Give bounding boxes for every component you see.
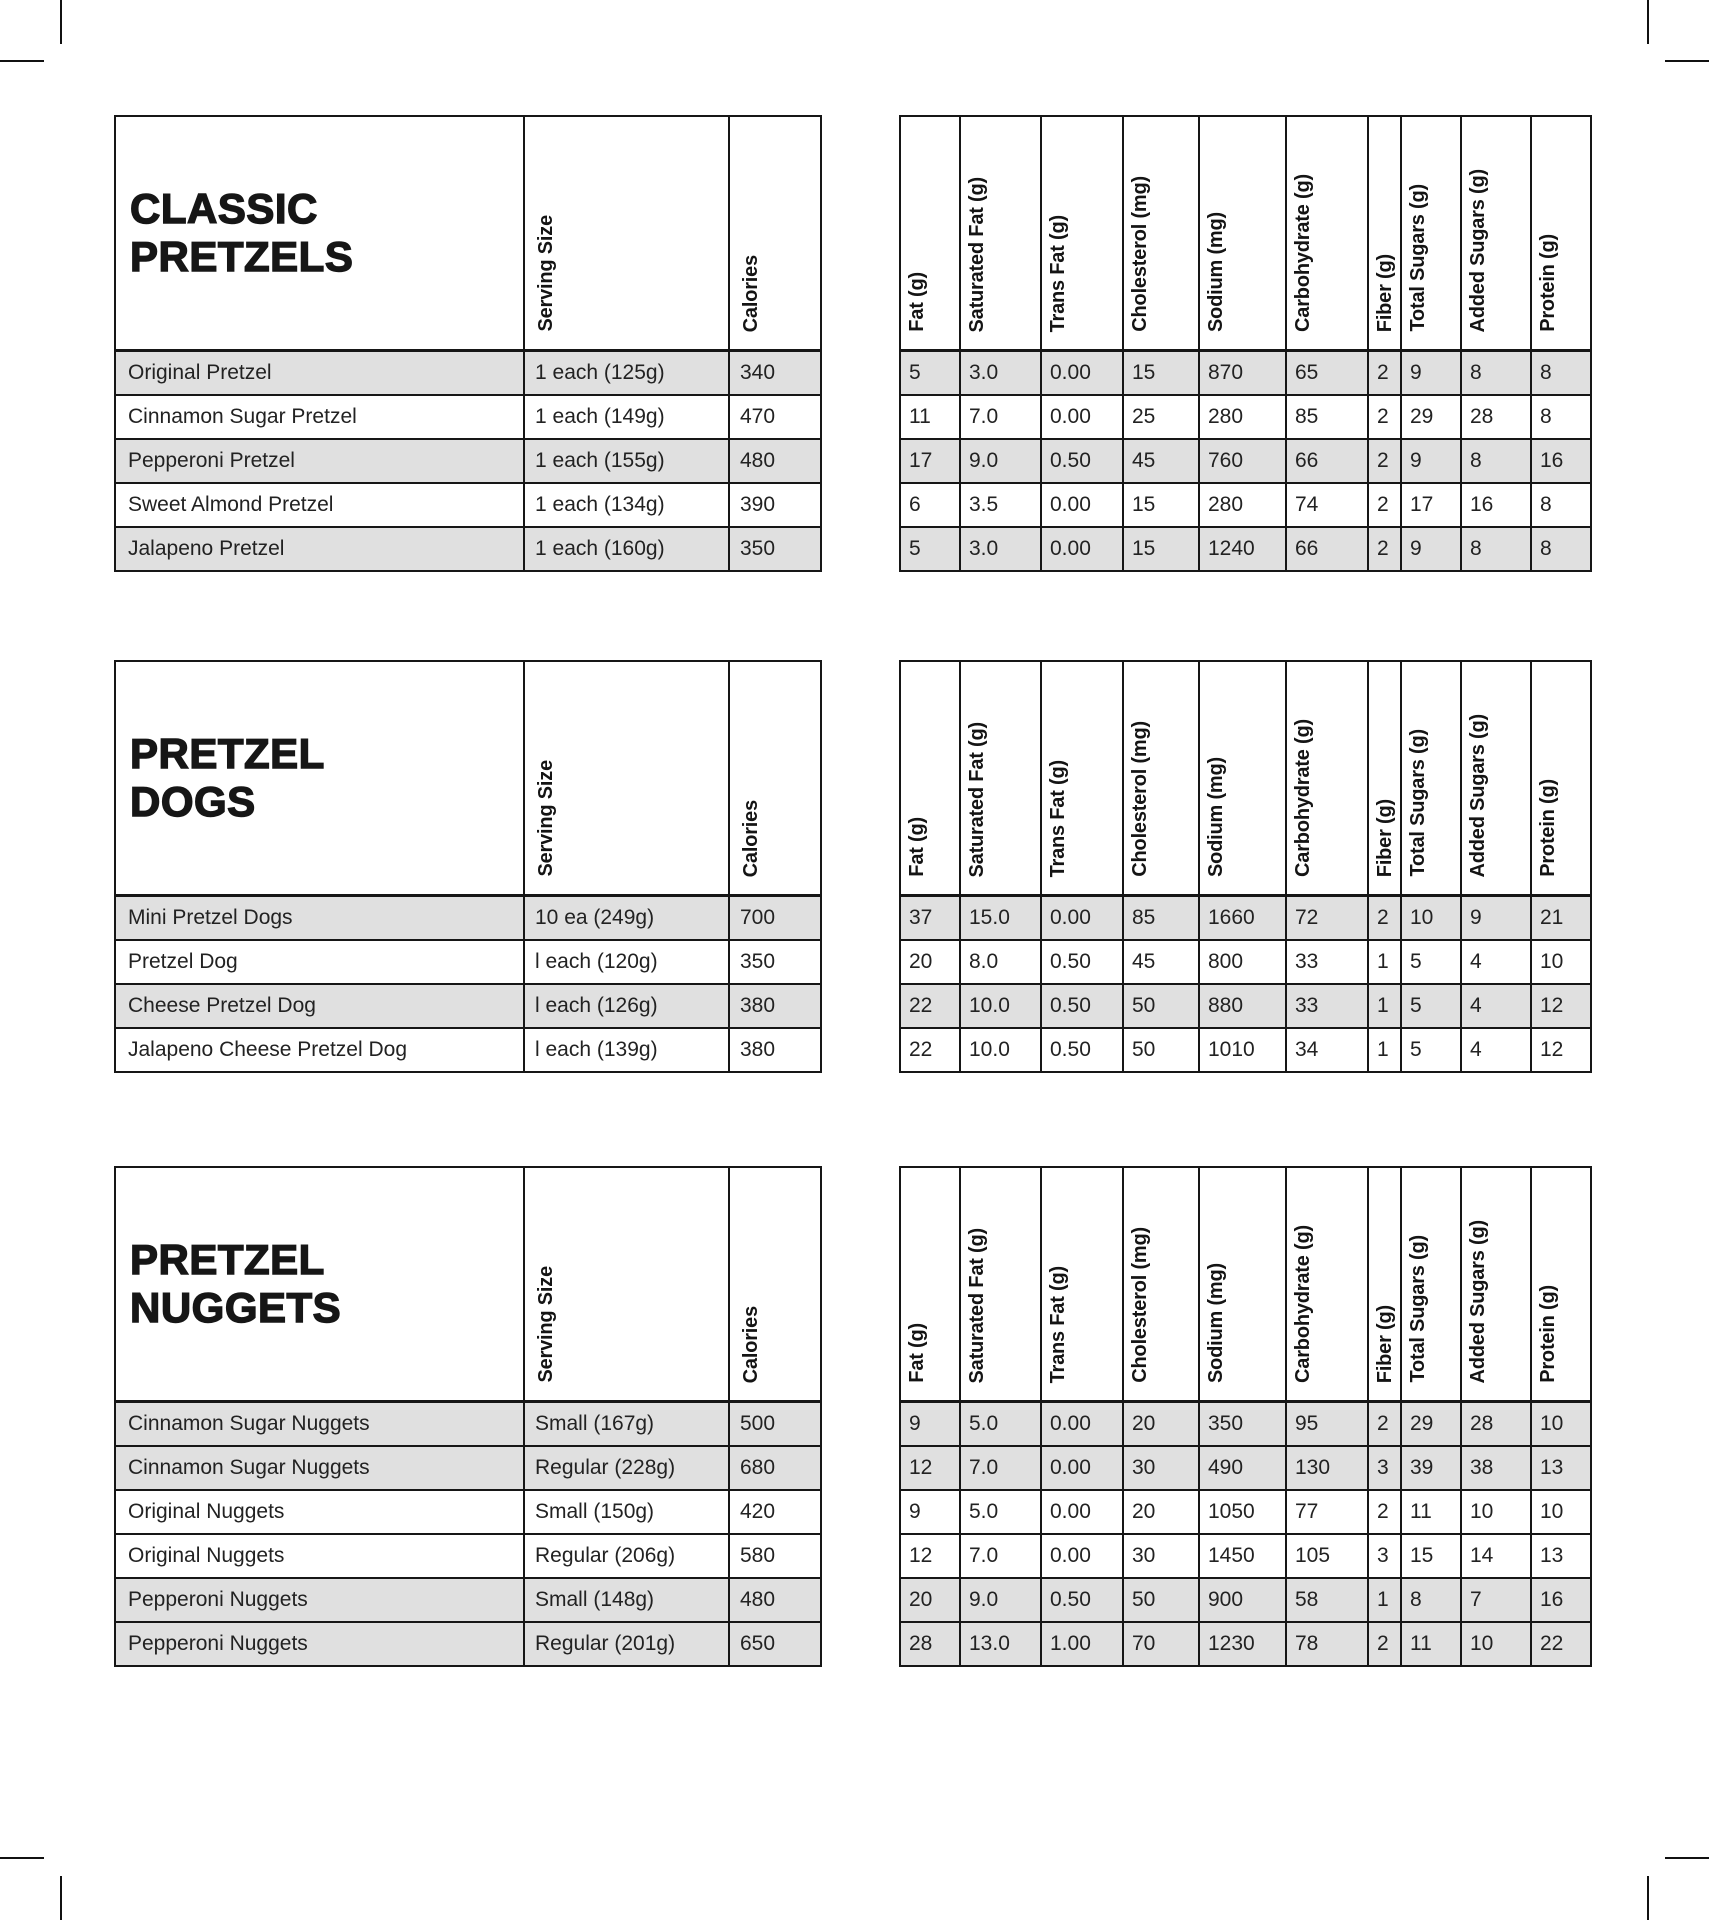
trans-fat-column-header: Trans Fat (g) [1041, 1167, 1123, 1402]
added-sugars-value-cell: 8 [1461, 527, 1531, 571]
calories-column-header: Calories [729, 661, 821, 896]
added-sugars-value-cell: 4 [1461, 940, 1531, 984]
calories-column-header: Calories [729, 116, 821, 351]
total-sugars-value-cell: 8 [1401, 1578, 1461, 1622]
table-row [900, 1622, 1591, 1666]
table-row [115, 1446, 821, 1490]
crop-mark [1647, 1876, 1649, 1920]
saturated-fat-value-cell: 3.5 [960, 483, 1041, 527]
serving-size-cell: Regular (206g) [524, 1534, 729, 1578]
table-row [900, 940, 1591, 984]
sodium-value-cell: 880 [1199, 984, 1286, 1028]
serving-size-cell: 10 ea (249g) [524, 896, 729, 940]
protein-value-cell: 8 [1531, 351, 1591, 395]
items-table [114, 660, 822, 1073]
table-row [900, 1402, 1591, 1446]
fat-column-header: Fat (g) [900, 116, 960, 351]
item-name-cell: Cheese Pretzel Dog [115, 984, 524, 1028]
fiber-value-cell: 2 [1368, 1402, 1401, 1446]
calories-cell: 390 [729, 483, 821, 527]
table-row [115, 395, 821, 439]
fat-column-header: Fat (g) [900, 661, 960, 896]
sodium-value-cell: 1050 [1199, 1490, 1286, 1534]
crop-mark [60, 1876, 62, 1920]
protein-value-cell: 16 [1531, 1578, 1591, 1622]
total-sugars-value-cell: 9 [1401, 527, 1461, 571]
saturated-fat-value-cell: 7.0 [960, 1534, 1041, 1578]
table-row [900, 439, 1591, 483]
sodium-column-header: Sodium (mg) [1199, 1167, 1286, 1402]
serving-size-cell: Small (167g) [524, 1402, 729, 1446]
trans-fat-column-header: Trans Fat (g) [1041, 661, 1123, 896]
total-sugars-value-cell: 17 [1401, 483, 1461, 527]
sodium-value-cell: 800 [1199, 940, 1286, 984]
fat-value-cell: 6 [900, 483, 960, 527]
fat-value-cell: 11 [900, 395, 960, 439]
total-sugars-value-cell: 29 [1401, 1402, 1461, 1446]
item-name-cell: Sweet Almond Pretzel [115, 483, 524, 527]
carbohydrate-value-cell: 130 [1286, 1446, 1368, 1490]
table-row [115, 351, 821, 395]
saturated-fat-column-header: Saturated Fat (g) [960, 661, 1041, 896]
fat-value-cell: 9 [900, 1490, 960, 1534]
cholesterol-column-header: Cholesterol (mg) [1123, 661, 1199, 896]
serving-size-cell: l each (126g) [524, 984, 729, 1028]
added-sugars-value-cell: 7 [1461, 1578, 1531, 1622]
protein-value-cell: 22 [1531, 1622, 1591, 1666]
cholesterol-value-cell: 15 [1123, 527, 1199, 571]
trans-fat-value-cell: 0.00 [1041, 896, 1123, 940]
table-row [115, 1534, 821, 1578]
trans-fat-value-cell: 0.50 [1041, 439, 1123, 483]
fat-value-cell: 12 [900, 1446, 960, 1490]
calories-cell: 500 [729, 1402, 821, 1446]
calories-cell: 420 [729, 1490, 821, 1534]
fat-value-cell: 9 [900, 1402, 960, 1446]
saturated-fat-value-cell: 7.0 [960, 1446, 1041, 1490]
table-row [900, 483, 1591, 527]
trans-fat-value-cell: 0.00 [1041, 1534, 1123, 1578]
table-row [900, 1028, 1591, 1072]
section-title-cell [115, 116, 524, 351]
cholesterol-value-cell: 30 [1123, 1534, 1199, 1578]
fat-value-cell: 22 [900, 1028, 960, 1072]
table-row [115, 439, 821, 483]
cholesterol-value-cell: 25 [1123, 395, 1199, 439]
serving-size-cell: 1 each (149g) [524, 395, 729, 439]
protein-column-header: Protein (g) [1531, 661, 1591, 896]
header-row [115, 661, 821, 896]
item-name-cell: Jalapeno Cheese Pretzel Dog [115, 1028, 524, 1072]
total-sugars-value-cell: 11 [1401, 1622, 1461, 1666]
serving-size-cell: 1 each (155g) [524, 439, 729, 483]
carbohydrate-value-cell: 105 [1286, 1534, 1368, 1578]
sodium-column-header: Sodium (mg) [1199, 661, 1286, 896]
fiber-value-cell: 2 [1368, 395, 1401, 439]
fiber-value-cell: 2 [1368, 483, 1401, 527]
cholesterol-column-header: Cholesterol (mg) [1123, 1167, 1199, 1402]
item-name-cell: Cinnamon Sugar Nuggets [115, 1402, 524, 1446]
table-row [115, 896, 821, 940]
protein-value-cell: 8 [1531, 483, 1591, 527]
fat-value-cell: 22 [900, 984, 960, 1028]
total-sugars-column-header: Total Sugars (g) [1401, 116, 1461, 351]
calories-cell: 700 [729, 896, 821, 940]
sodium-value-cell: 1230 [1199, 1622, 1286, 1666]
carbohydrate-value-cell: 58 [1286, 1578, 1368, 1622]
table-row [900, 1578, 1591, 1622]
added-sugars-value-cell: 8 [1461, 439, 1531, 483]
trans-fat-value-cell: 0.00 [1041, 527, 1123, 571]
trans-fat-value-cell: 0.50 [1041, 984, 1123, 1028]
carbohydrate-column-header: Carbohydrate (g) [1286, 116, 1368, 351]
saturated-fat-value-cell: 9.0 [960, 439, 1041, 483]
table-row [900, 527, 1591, 571]
protein-value-cell: 10 [1531, 1402, 1591, 1446]
table-row [900, 896, 1591, 940]
trans-fat-value-cell: 0.50 [1041, 1578, 1123, 1622]
trans-fat-value-cell: 0.00 [1041, 1402, 1123, 1446]
added-sugars-value-cell: 28 [1461, 395, 1531, 439]
header-row [900, 661, 1591, 896]
trans-fat-value-cell: 0.50 [1041, 1028, 1123, 1072]
sodium-value-cell: 1450 [1199, 1534, 1286, 1578]
protein-value-cell: 10 [1531, 940, 1591, 984]
sodium-value-cell: 280 [1199, 395, 1286, 439]
cholesterol-value-cell: 70 [1123, 1622, 1199, 1666]
calories-cell: 680 [729, 1446, 821, 1490]
added-sugars-value-cell: 4 [1461, 1028, 1531, 1072]
table-row [115, 1622, 821, 1666]
cholesterol-value-cell: 50 [1123, 984, 1199, 1028]
saturated-fat-value-cell: 8.0 [960, 940, 1041, 984]
carbohydrate-value-cell: 74 [1286, 483, 1368, 527]
protein-value-cell: 8 [1531, 527, 1591, 571]
crop-mark [0, 1857, 44, 1859]
table-row [115, 984, 821, 1028]
calories-cell: 340 [729, 351, 821, 395]
total-sugars-value-cell: 5 [1401, 940, 1461, 984]
calories-cell: 380 [729, 1028, 821, 1072]
cholesterol-value-cell: 15 [1123, 351, 1199, 395]
crop-mark [1647, 0, 1649, 44]
fat-value-cell: 17 [900, 439, 960, 483]
fiber-value-cell: 1 [1368, 984, 1401, 1028]
items-table [114, 1166, 822, 1667]
table-row [900, 984, 1591, 1028]
trans-fat-value-cell: 0.00 [1041, 1490, 1123, 1534]
fiber-value-cell: 2 [1368, 527, 1401, 571]
protein-value-cell: 13 [1531, 1534, 1591, 1578]
carbohydrate-value-cell: 33 [1286, 940, 1368, 984]
calories-cell: 350 [729, 940, 821, 984]
fiber-value-cell: 1 [1368, 1578, 1401, 1622]
sodium-value-cell: 1010 [1199, 1028, 1286, 1072]
saturated-fat-value-cell: 5.0 [960, 1402, 1041, 1446]
serving-size-cell: 1 each (160g) [524, 527, 729, 571]
carbohydrate-value-cell: 34 [1286, 1028, 1368, 1072]
cholesterol-value-cell: 20 [1123, 1402, 1199, 1446]
item-name-cell: Pretzel Dog [115, 940, 524, 984]
table-row [900, 395, 1591, 439]
sodium-value-cell: 490 [1199, 1446, 1286, 1490]
calories-cell: 580 [729, 1534, 821, 1578]
added-sugars-value-cell: 38 [1461, 1446, 1531, 1490]
carbohydrate-value-cell: 85 [1286, 395, 1368, 439]
item-name-cell: Cinnamon Sugar Nuggets [115, 1446, 524, 1490]
fiber-value-cell: 2 [1368, 1490, 1401, 1534]
header-row [115, 116, 821, 351]
added-sugars-value-cell: 10 [1461, 1622, 1531, 1666]
fiber-value-cell: 3 [1368, 1446, 1401, 1490]
added-sugars-column-header: Added Sugars (g) [1461, 116, 1531, 351]
serving-size-cell: 1 each (125g) [524, 351, 729, 395]
fat-value-cell: 28 [900, 1622, 960, 1666]
saturated-fat-value-cell: 15.0 [960, 896, 1041, 940]
carbohydrate-value-cell: 65 [1286, 351, 1368, 395]
crop-mark [0, 60, 44, 62]
fat-value-cell: 20 [900, 1578, 960, 1622]
carbohydrate-value-cell: 77 [1286, 1490, 1368, 1534]
fat-value-cell: 20 [900, 940, 960, 984]
fat-value-cell: 37 [900, 896, 960, 940]
trans-fat-value-cell: 0.00 [1041, 483, 1123, 527]
fiber-column-header: Fiber (g) [1368, 1167, 1401, 1402]
item-name-cell: Original Pretzel [115, 351, 524, 395]
saturated-fat-value-cell: 7.0 [960, 395, 1041, 439]
added-sugars-value-cell: 28 [1461, 1402, 1531, 1446]
added-sugars-value-cell: 10 [1461, 1490, 1531, 1534]
fiber-value-cell: 1 [1368, 940, 1401, 984]
sodium-value-cell: 1660 [1199, 896, 1286, 940]
added-sugars-column-header: Added Sugars (g) [1461, 1167, 1531, 1402]
item-name-cell: Original Nuggets [115, 1534, 524, 1578]
carbohydrate-value-cell: 66 [1286, 527, 1368, 571]
header-row [900, 1167, 1591, 1402]
item-name-cell: Pepperoni Nuggets [115, 1578, 524, 1622]
sodium-column-header: Sodium (mg) [1199, 116, 1286, 351]
section-title: CLASSIC PRETZELS [130, 185, 354, 280]
calories-cell: 480 [729, 439, 821, 483]
protein-value-cell: 12 [1531, 1028, 1591, 1072]
serving-size-cell: l each (139g) [524, 1028, 729, 1072]
total-sugars-value-cell: 9 [1401, 351, 1461, 395]
total-sugars-value-cell: 11 [1401, 1490, 1461, 1534]
saturated-fat-value-cell: 3.0 [960, 527, 1041, 571]
fiber-value-cell: 2 [1368, 351, 1401, 395]
item-name-cell: Original Nuggets [115, 1490, 524, 1534]
added-sugars-value-cell: 16 [1461, 483, 1531, 527]
calories-cell: 350 [729, 527, 821, 571]
sodium-value-cell: 1240 [1199, 527, 1286, 571]
trans-fat-value-cell: 1.00 [1041, 1622, 1123, 1666]
saturated-fat-column-header: Saturated Fat (g) [960, 1167, 1041, 1402]
section-title: PRETZEL DOGS [130, 730, 325, 825]
saturated-fat-value-cell: 13.0 [960, 1622, 1041, 1666]
table-row [115, 1490, 821, 1534]
serving-size-cell: Regular (201g) [524, 1622, 729, 1666]
item-name-cell: Jalapeno Pretzel [115, 527, 524, 571]
items-table [114, 115, 822, 572]
added-sugars-column-header: Added Sugars (g) [1461, 661, 1531, 896]
protein-value-cell: 10 [1531, 1490, 1591, 1534]
added-sugars-value-cell: 9 [1461, 896, 1531, 940]
fiber-value-cell: 2 [1368, 1622, 1401, 1666]
trans-fat-value-cell: 0.50 [1041, 940, 1123, 984]
table-row [115, 1578, 821, 1622]
trans-fat-value-cell: 0.00 [1041, 1446, 1123, 1490]
table-row [115, 940, 821, 984]
cholesterol-value-cell: 15 [1123, 483, 1199, 527]
calories-cell: 480 [729, 1578, 821, 1622]
fat-value-cell: 5 [900, 527, 960, 571]
cholesterol-value-cell: 20 [1123, 1490, 1199, 1534]
protein-value-cell: 16 [1531, 439, 1591, 483]
added-sugars-value-cell: 4 [1461, 984, 1531, 1028]
table-row [115, 483, 821, 527]
section-title: PRETZEL NUGGETS [130, 1236, 342, 1331]
item-name-cell: Mini Pretzel Dogs [115, 896, 524, 940]
serving-size-cell: Small (150g) [524, 1490, 729, 1534]
protein-value-cell: 8 [1531, 395, 1591, 439]
header-row [115, 1167, 821, 1402]
carbohydrate-value-cell: 72 [1286, 896, 1368, 940]
calories-cell: 650 [729, 1622, 821, 1666]
saturated-fat-value-cell: 10.0 [960, 1028, 1041, 1072]
carbohydrate-column-header: Carbohydrate (g) [1286, 661, 1368, 896]
fat-value-cell: 12 [900, 1534, 960, 1578]
sodium-value-cell: 870 [1199, 351, 1286, 395]
item-name-cell: Pepperoni Nuggets [115, 1622, 524, 1666]
total-sugars-value-cell: 15 [1401, 1534, 1461, 1578]
total-sugars-value-cell: 39 [1401, 1446, 1461, 1490]
fiber-column-header: Fiber (g) [1368, 661, 1401, 896]
serving-size-cell: Small (148g) [524, 1578, 729, 1622]
trans-fat-value-cell: 0.00 [1041, 395, 1123, 439]
cholesterol-column-header: Cholesterol (mg) [1123, 116, 1199, 351]
item-name-cell: Cinnamon Sugar Pretzel [115, 395, 524, 439]
section-title-cell [115, 1167, 524, 1402]
total-sugars-column-header: Total Sugars (g) [1401, 661, 1461, 896]
trans-fat-value-cell: 0.00 [1041, 351, 1123, 395]
table-row [900, 1534, 1591, 1578]
total-sugars-value-cell: 9 [1401, 439, 1461, 483]
section-title-cell [115, 661, 524, 896]
protein-column-header: Protein (g) [1531, 1167, 1591, 1402]
nutrition-table [899, 1166, 1592, 1667]
protein-value-cell: 21 [1531, 896, 1591, 940]
sodium-value-cell: 760 [1199, 439, 1286, 483]
header-row [900, 116, 1591, 351]
saturated-fat-value-cell: 10.0 [960, 984, 1041, 1028]
fat-column-header: Fat (g) [900, 1167, 960, 1402]
fat-value-cell: 5 [900, 351, 960, 395]
item-name-cell: Pepperoni Pretzel [115, 439, 524, 483]
crop-mark [60, 0, 62, 44]
protein-value-cell: 12 [1531, 984, 1591, 1028]
total-sugars-value-cell: 29 [1401, 395, 1461, 439]
fiber-column-header: Fiber (g) [1368, 116, 1401, 351]
total-sugars-value-cell: 10 [1401, 896, 1461, 940]
calories-cell: 380 [729, 984, 821, 1028]
total-sugars-value-cell: 5 [1401, 984, 1461, 1028]
table-row [900, 1490, 1591, 1534]
table-row [115, 1028, 821, 1072]
cholesterol-value-cell: 45 [1123, 439, 1199, 483]
cholesterol-value-cell: 45 [1123, 940, 1199, 984]
total-sugars-value-cell: 5 [1401, 1028, 1461, 1072]
added-sugars-value-cell: 14 [1461, 1534, 1531, 1578]
trans-fat-column-header: Trans Fat (g) [1041, 116, 1123, 351]
added-sugars-value-cell: 8 [1461, 351, 1531, 395]
serving-size-cell: Regular (228g) [524, 1446, 729, 1490]
fiber-value-cell: 2 [1368, 896, 1401, 940]
nutrition-table [899, 660, 1592, 1073]
fiber-value-cell: 1 [1368, 1028, 1401, 1072]
cholesterol-value-cell: 85 [1123, 896, 1199, 940]
fiber-value-cell: 3 [1368, 1534, 1401, 1578]
cholesterol-value-cell: 30 [1123, 1446, 1199, 1490]
sodium-value-cell: 280 [1199, 483, 1286, 527]
saturated-fat-value-cell: 5.0 [960, 1490, 1041, 1534]
sodium-value-cell: 900 [1199, 1578, 1286, 1622]
carbohydrate-value-cell: 78 [1286, 1622, 1368, 1666]
fiber-value-cell: 2 [1368, 439, 1401, 483]
crop-mark [1665, 60, 1709, 62]
saturated-fat-value-cell: 3.0 [960, 351, 1041, 395]
sodium-value-cell: 350 [1199, 1402, 1286, 1446]
protein-value-cell: 13 [1531, 1446, 1591, 1490]
carbohydrate-value-cell: 33 [1286, 984, 1368, 1028]
serving-size-column-header: Serving Size [524, 116, 729, 351]
calories-cell: 470 [729, 395, 821, 439]
saturated-fat-value-cell: 9.0 [960, 1578, 1041, 1622]
carbohydrate-value-cell: 66 [1286, 439, 1368, 483]
cholesterol-value-cell: 50 [1123, 1028, 1199, 1072]
saturated-fat-column-header: Saturated Fat (g) [960, 116, 1041, 351]
serving-size-column-header: Serving Size [524, 1167, 729, 1402]
table-row [900, 1446, 1591, 1490]
serving-size-cell: 1 each (134g) [524, 483, 729, 527]
carbohydrate-value-cell: 95 [1286, 1402, 1368, 1446]
table-row [115, 1402, 821, 1446]
cholesterol-value-cell: 50 [1123, 1578, 1199, 1622]
crop-mark [1665, 1857, 1709, 1859]
calories-column-header: Calories [729, 1167, 821, 1402]
serving-size-cell: l each (120g) [524, 940, 729, 984]
serving-size-column-header: Serving Size [524, 661, 729, 896]
nutrition-table [899, 115, 1592, 572]
table-row [900, 351, 1591, 395]
total-sugars-column-header: Total Sugars (g) [1401, 1167, 1461, 1402]
table-row [115, 527, 821, 571]
protein-column-header: Protein (g) [1531, 116, 1591, 351]
carbohydrate-column-header: Carbohydrate (g) [1286, 1167, 1368, 1402]
